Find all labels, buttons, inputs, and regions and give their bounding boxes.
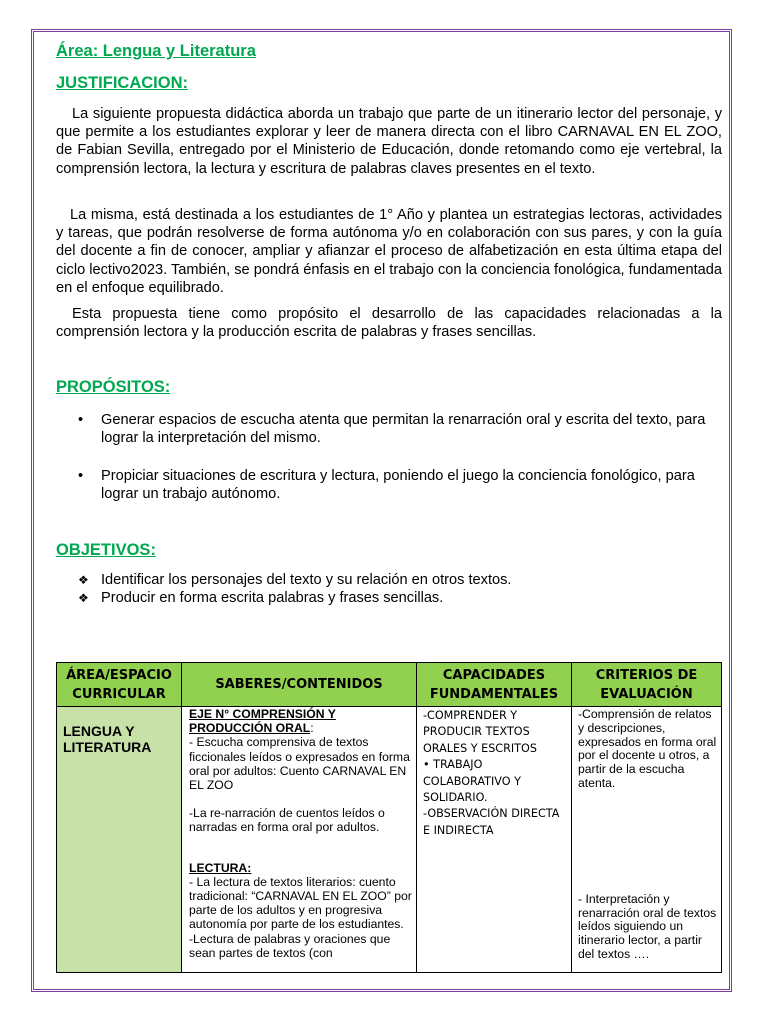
area-label: LENGUA Y LITERATURA [63, 723, 152, 755]
justificacion-paragraph-2: La misma, está destinada a los estudiantes de 1° Año y plantea un estrategias lectoras, actividades y tareas, que podrán resolverse de forma autónoma y/o en colaboración con sus pares, y con la guía del docente a fin de conocer, ampliar y afianzar el proceso de alfabetización en esta última etapa del ciclo lectivo2023. También, se pondrá énfasis en el trabajo con la conciencia fonológica, fundamentada en el enfoque equilibrado. [56, 207, 722, 296]
bullet-icon: • [78, 468, 84, 484]
criterio-item: - Interpretación y renarración oral de textos leídos siguiendo un itinerario lector, a partir del textos …. [578, 891, 717, 961]
lectura-item: -Lectura de palabras y oraciones que sean partes de textos (con [189, 931, 391, 960]
header-saberes: SABERES/CONTENIDOS [182, 663, 417, 707]
criterio-item: -Comprensión de relatos y descripciones, expresados en forma oral por el docente u otros, a partir de la escucha atenta. [578, 707, 717, 790]
capacidad-item: -OBSERVACIÓN DIRECTA E INDIRECTA [423, 807, 560, 837]
eje-heading: EJE N° COMPRENSIÓN Y PRODUCCIÓN ORAL: [189, 707, 336, 736]
capacidades-content [417, 707, 571, 839]
bullet-icon: • [423, 758, 434, 772]
justificacion-heading: JUSTIFICACION: [56, 74, 188, 92]
justificacion-paragraph-1: La siguiente propuesta didáctica aborda un trabajo que parte de un itinerario lector del personaje, y que permite a los estudiantes explorar y leer de manera directa con el libro CARNAVAL EN EL ZOO, de Fabian Sevilla, entregado por el Ministerio de Educación, donde retomando como eje vertebral, la comprensión lectora, la lectura y escritura de palabras claves presentes en el texto. [56, 106, 722, 177]
propositos-list-1 [56, 411, 722, 448]
diamond-bullet-icon: ❖ [78, 591, 89, 606]
capacidad-item: -COMPRENDER Y PRODUCIR TEXTOS ORALES Y ESCRITOS [423, 709, 537, 755]
objetivo-item: ❖ Identificar los personajes del texto y su relación en otros textos. [78, 572, 512, 588]
eje-item: - Escucha comprensiva de textos ficcionales leídos o expresados en forma oral por adultos: Cuento CARNAVAL EN EL ZOO [189, 735, 410, 793]
area-title: Área: Lengua y Literatura [56, 42, 256, 60]
diamond-bullet-icon: ❖ [78, 573, 89, 587]
justificacion-paragraph-3: Esta propuesta tiene como propósito el desarrollo de las capacidades relacionadas a la comprensión lectora y la producción escrita de palabras y frases sencillas. [56, 306, 722, 341]
curriculum-table [56, 662, 722, 973]
header-area: ÁREA/ESPACIO CURRICULAR [57, 663, 182, 707]
objetivo-item: ❖ Producir en forma escrita palabras y frases sencillas. [78, 590, 444, 607]
saberes-cell [182, 707, 417, 973]
area-cell [57, 707, 182, 973]
capacidad-item: • TRABAJO COLABORATIVO Y SOLIDARIO. [423, 758, 521, 805]
criterios-content [572, 707, 721, 962]
lectura-item: - La lectura de textos literarios: cuento tradicional: “CARNAVAL EN EL ZOO” por parte de los adultos y en progresiva autonomía por parte de los estudiantes. [189, 874, 412, 932]
criterios-cell [572, 707, 722, 973]
header-criterios: CRITERIOS DE EVALUACIÓN [572, 663, 722, 707]
table-header-row [57, 663, 722, 707]
lectura-heading: LECTURA: [189, 860, 252, 875]
propositos-list-2 [56, 467, 722, 504]
proposito-item: • Generar espacios de escucha atenta que permitan la renarración oral y escrita del texto, para lograr la interpretación del mismo. [78, 412, 706, 447]
saberes-content [182, 707, 416, 960]
table-row [57, 707, 722, 973]
capacidades-cell [417, 707, 572, 973]
propositos-heading: PROPÓSITOS: [56, 378, 171, 396]
proposito-item: • Propiciar situaciones de escritura y lectura, poniendo el juego la conciencia fonológico, para lograr un trabajo autónomo. [78, 468, 695, 503]
eje-item: -La re-narración de cuentos leídos o narradas en forma oral por adultos. [189, 806, 385, 835]
header-capacidades: CAPACIDADES FUNDAMENTALES [417, 663, 572, 707]
bullet-icon: • [78, 412, 84, 428]
objetivos-list [56, 571, 511, 607]
objetivos-heading: OBJETIVOS: [56, 541, 156, 559]
